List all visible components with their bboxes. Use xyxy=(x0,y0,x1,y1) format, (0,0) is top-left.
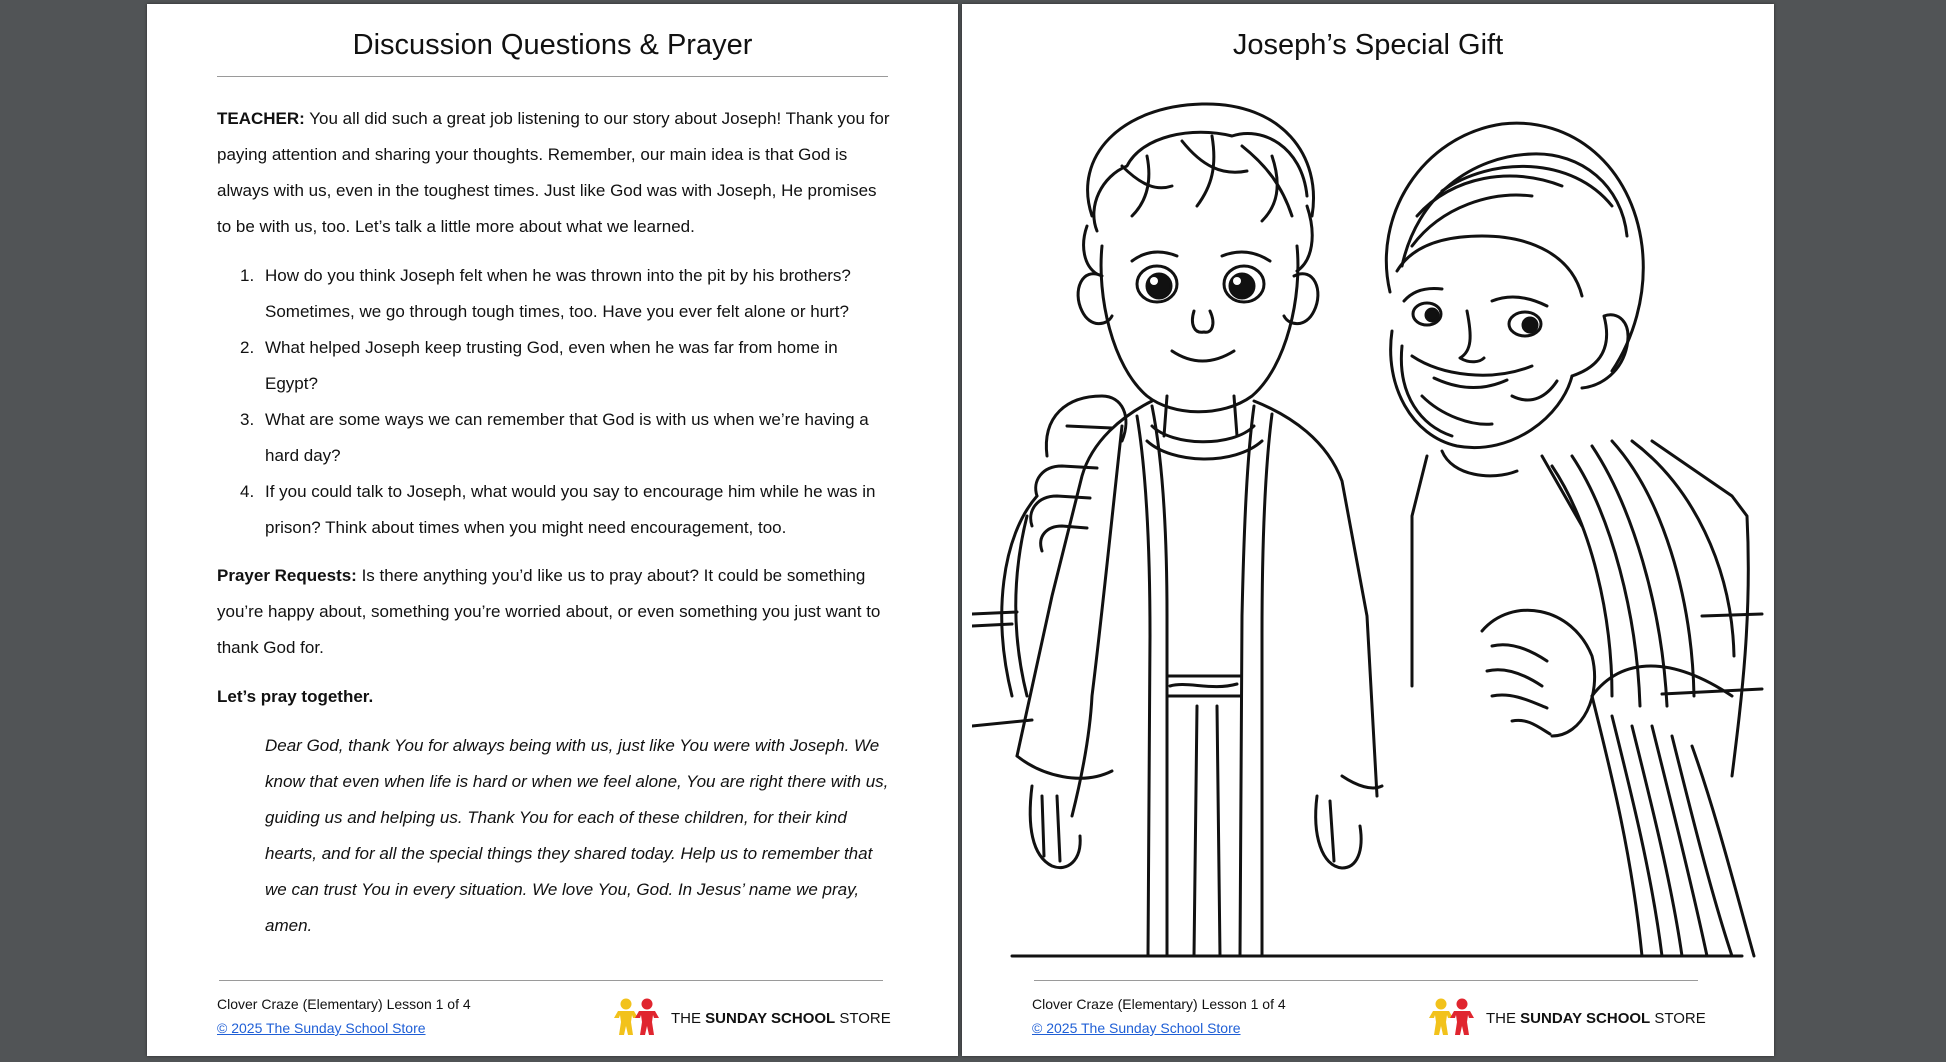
list-item xyxy=(240,330,893,402)
prayer-requests-paragraph xyxy=(217,558,893,666)
copyright-link[interactable]: © 2025 The Sunday School Store xyxy=(1032,1020,1241,1036)
prayer-requests-text: Is there anything you’d like us to pray about? It could be something you’re happy about, something you’re worried about, or even something you just want to thank God for. xyxy=(217,566,881,657)
footer-divider xyxy=(219,980,883,981)
list-item xyxy=(240,474,893,546)
question-text: What helped Joseph keep trusting God, even when he was far from home in Egypt? xyxy=(265,338,838,393)
copyright-link[interactable]: © 2025 The Sunday School Store xyxy=(217,1020,426,1036)
left-page xyxy=(147,4,958,1056)
page-title: Discussion Questions & Prayer xyxy=(352,29,753,61)
page-title: Joseph’s Special Gift xyxy=(1232,29,1504,61)
question-text: If you could talk to Joseph, what would you say to encourage him while he was in prison? Think about times when you might need encouragement, too. xyxy=(265,482,876,537)
teacher-label: TEACHER: xyxy=(217,109,305,128)
footer-lesson-label: Clover Craze (Elementary) Lesson 1 of 4 xyxy=(217,996,471,1012)
two-figures-logo-icon xyxy=(1427,997,1483,1037)
prayer-text: Dear God, thank You for always being with us, just like You were with Joseph. We know that even when life is hard or when we feel alone, You are right there with us, guiding us and helping us. Thank You for each of these children, for their kind hearts, and for all the special things they shared today. Help us to remember that we can trust You in every situation. We love You, God. In Jesus’ name we pray, amen. xyxy=(265,736,889,935)
brand-name: THE SUNDAY SCHOOL STORE xyxy=(1486,1010,1706,1027)
question-number: 4. xyxy=(240,482,255,501)
boy-and-father-coloring-illustration xyxy=(972,96,1764,968)
teacher-text: You all did such a great job listening to our story about Joseph! Thank you for paying attention and sharing your thoughts. Remember, our main idea is that God is always with us, even in the toughest times. Just like God was with Joseph, He promises to be with us, too. Let’s talk a little more about what we learned. xyxy=(217,109,890,236)
two-figures-logo-icon xyxy=(612,997,668,1037)
brand-logo xyxy=(1427,997,1707,1037)
title-divider xyxy=(217,76,888,77)
question-text: How do you think Joseph felt when he was thrown into the pit by his brothers? Sometimes, we go through tough times, too. Have you ever felt alone or hurt? xyxy=(265,266,851,321)
list-item xyxy=(240,258,893,330)
question-number: 3. xyxy=(240,410,255,429)
brand-name: THE SUNDAY SCHOOL STORE xyxy=(671,1010,891,1027)
question-number: 2. xyxy=(240,338,255,357)
question-number: 1. xyxy=(240,266,255,285)
question-list xyxy=(217,258,893,546)
list-item xyxy=(240,402,893,474)
teacher-paragraph xyxy=(217,101,893,245)
footer-lesson-label: Clover Craze (Elementary) Lesson 1 of 4 xyxy=(1032,996,1286,1012)
right-page xyxy=(962,4,1774,1056)
prayer-requests-label: Prayer Requests: xyxy=(217,566,357,585)
footer-divider xyxy=(1034,980,1698,981)
question-text: What are some ways we can remember that God is with us when we’re having a hard day? xyxy=(265,410,869,465)
pray-together-heading: Let’s pray together. xyxy=(217,687,374,706)
brand-logo xyxy=(612,997,892,1037)
